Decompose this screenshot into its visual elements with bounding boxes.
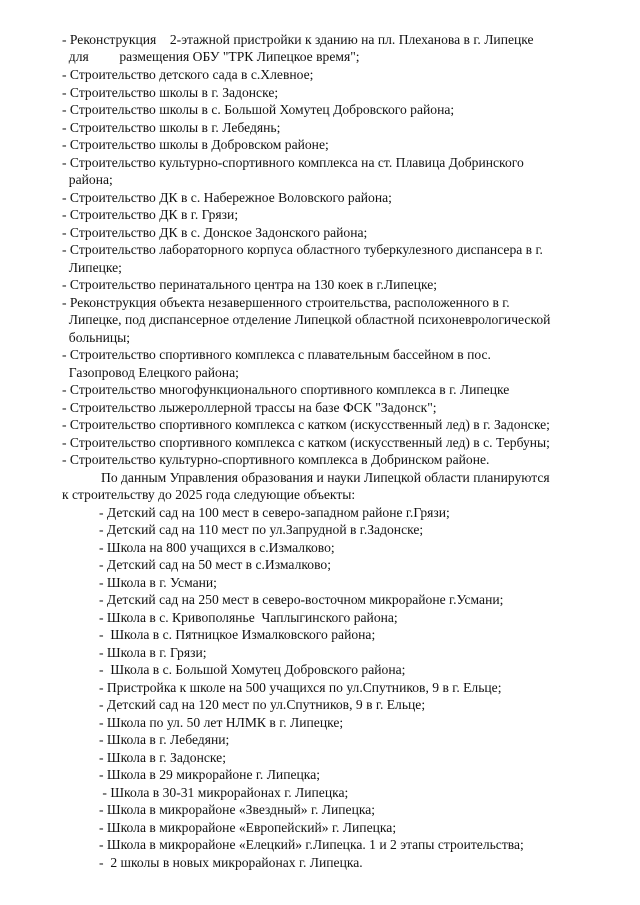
- list-item: - Школа в г. Грязи;: [99, 645, 207, 660]
- list-item: - Строительство ДК в г. Грязи;: [62, 207, 239, 222]
- list-item: - Школа в г. Задонске;: [99, 750, 226, 765]
- list-item: - Строительство лыжероллерной трассы на базе ФСК "Задонск";: [62, 400, 437, 415]
- paragraph-first-line: По данным Управления образования и науки Липецкой области планируются: [101, 470, 550, 485]
- list-item: - Строительство ДК в с. Набережное Воловского района;: [62, 190, 392, 205]
- list-item: - Строительство многофункционального спортивного комплекса в г. Липецке: [62, 382, 510, 397]
- list-item-continuation: Липецке;: [62, 260, 122, 275]
- list-item: - Строительство школы в г. Задонске;: [62, 85, 279, 100]
- list-item: - Строительство культурно-спортивного комплекса на ст. Плавица Добринского: [62, 155, 524, 170]
- list-item: - Строительство лабораторного корпуса областного туберкулезного диспансера в г.: [62, 242, 543, 257]
- list-item: - Детский сад на 110 мест по ул.Запрудной в г.Задонске;: [99, 522, 424, 537]
- list-item-continuation: больницы;: [62, 330, 131, 345]
- list-item: - Строительство школы в Добровском районе;: [62, 137, 329, 152]
- list-item-continuation: Липецке, под диспансерное отделение Липецкой областной психоневрологической: [62, 312, 551, 327]
- list-item: - Школа в 29 микрорайоне г. Липецка;: [99, 767, 321, 782]
- list-item: - Школа в микрорайоне «Европейский» г. Липецка;: [99, 820, 397, 835]
- list-item: - Школа в г. Лебедяни;: [99, 732, 230, 747]
- list-item-continuation: района;: [62, 172, 113, 187]
- list-item: - Строительство школы в г. Лебедянь;: [62, 120, 281, 135]
- list-item: - Школа в микрорайоне «Елецкий» г.Липецка. 1 и 2 этапы строительства;: [99, 837, 524, 852]
- list-item: - Строительство культурно-спортивного комплекса в Добринском районе.: [62, 452, 490, 467]
- list-item: - Строительство перинатального центра на 130 коек в г.Липецке;: [62, 277, 438, 292]
- list-item: - Строительство спортивного комплекса с катком (искусственный лед) в с. Тербуны;: [62, 435, 550, 450]
- list-item: - Строительство детского сада в с.Хлевное;: [62, 67, 314, 82]
- list-item: - Детский сад на 250 мест в северо-восточном микрорайоне г.Усмани;: [99, 592, 504, 607]
- paragraph-line: к строительству до 2025 года следующие объекты:: [62, 487, 356, 502]
- list-item: - Школа в с. Пятницкое Измалковского района;: [99, 627, 376, 642]
- list-item: - Строительство спортивного комплекса с плавательным бассейном в пос.: [62, 347, 491, 362]
- list-item: - Детский сад на 100 мест в северо-западном районе г.Грязи;: [99, 505, 450, 520]
- list-item: - Школа в 30-31 микрорайонах г. Липецка;: [99, 785, 349, 800]
- list-item-continuation: Газопровод Елецкого района;: [62, 365, 239, 380]
- list-item: - Пристройка к школе на 500 учащихся по ул.Спутников, 9 в г. Ельце;: [99, 680, 502, 695]
- list-item: - Школа на 800 учащихся в с.Измалково;: [99, 540, 335, 555]
- list-item: - 2 школы в новых микрорайонах г. Липецка.: [99, 855, 363, 870]
- list-item: - Школа в с. Большой Хомутец Добровского района;: [99, 662, 406, 677]
- list-item: - Школа по ул. 50 лет НЛМК в г. Липецке;: [99, 715, 344, 730]
- list-item: - Детский сад на 50 мест в с.Измалково;: [99, 557, 331, 572]
- list-item: - Строительство ДК в с. Донское Задонского района;: [62, 225, 368, 240]
- list-item: - Школа в с. Кривополянье Чаплыгинского района;: [99, 610, 398, 625]
- list-item: - Школа в г. Усмани;: [99, 575, 217, 590]
- list-item: - Детский сад на 120 мест по ул.Спутников, 9 в г. Ельце;: [99, 697, 426, 712]
- list-item: - Реконструкция объекта незавершенного строительства, расположенного в г.: [62, 295, 510, 310]
- list-item: - Строительство спортивного комплекса с катком (искусственный лед) в г. Задонске;: [62, 417, 550, 432]
- list-item-continuation: для размещения ОБУ "ТРК Липецкое время";: [62, 49, 360, 64]
- list-item: - Реконструкция 2-этажной пристройки к зданию на пл. Плеханова в г. Липецке: [62, 32, 534, 47]
- list-item: - Школа в микрорайоне «Звездный» г. Липецка;: [99, 802, 376, 817]
- list-item: - Строительство школы в с. Большой Хомутец Добровского района;: [62, 102, 455, 117]
